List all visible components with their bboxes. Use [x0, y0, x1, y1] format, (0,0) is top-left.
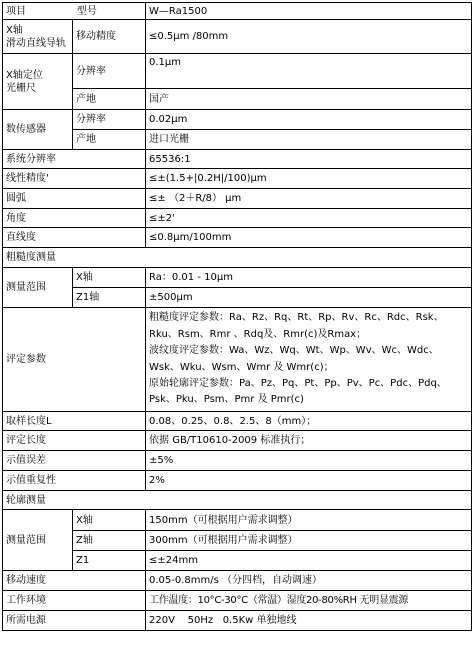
- indication-err-label: 示值误差: [3, 451, 146, 471]
- contour-range-row-1: [3, 510, 472, 531]
- params-value: [146, 308, 472, 412]
- rough-range-label: 测量范围: [3, 268, 73, 308]
- x-guide-row: [3, 20, 472, 54]
- sensor-sub-1: 分辨率: [73, 110, 146, 130]
- x-scale-label: X轴定位 光栅尺: [3, 54, 73, 110]
- model-label: 型号: [76, 5, 97, 17]
- arc-row: [3, 189, 472, 209]
- speed-value: 0.05-0.8mm/s （分四档，自动调速）: [146, 571, 472, 591]
- contour-range-sub-2: Z轴: [73, 531, 146, 551]
- sample-len-label: 取样长度L: [3, 412, 146, 431]
- params-row: [3, 308, 472, 412]
- x-guide-sub: 移动精度: [73, 20, 146, 54]
- environment-row: [3, 591, 472, 611]
- angle-value: ≤±2': [146, 209, 472, 228]
- sample-len-value: 0.08、0.25、0.8、2.5、8（mm）；: [146, 412, 472, 431]
- sample-len-row: [3, 412, 472, 431]
- sensor-value-2: 进口光栅: [146, 130, 472, 150]
- model-value: W—Ra1500: [146, 3, 472, 20]
- x-scale-row-2: [3, 89, 472, 110]
- indication-err-row: [3, 451, 472, 471]
- contour-section-row: [3, 491, 472, 510]
- repeatability-value: 2%: [146, 471, 472, 491]
- eval-len-label: 评定长度: [3, 431, 146, 451]
- x-scale-sub-1: 分辨率: [73, 54, 146, 89]
- x-scale-row-1: [3, 54, 472, 89]
- spec-table: [2, 2, 472, 631]
- straightness-row: [3, 228, 472, 248]
- x-scale-sub-2: 产地: [73, 89, 146, 110]
- repeatability-label: 示值重复性: [3, 471, 146, 491]
- angle-label: 角度: [3, 209, 146, 228]
- contour-range-value-1: 150mm（可根据用户需求调整）: [146, 510, 472, 531]
- x-scale-value-2: 国产: [146, 89, 472, 110]
- sensor-row-2: [3, 130, 472, 150]
- header-label-cell: [3, 3, 146, 20]
- roughness-section-title: 粗糙度测量: [3, 248, 472, 268]
- sys-res-value: 65536:1: [146, 150, 472, 169]
- roughness-section-row: [3, 248, 472, 268]
- sensor-sub-2: 产地: [73, 130, 146, 150]
- environment-label: 工作环境: [3, 591, 146, 611]
- params-line: Rku、Rsm、Rmr 、Rdq及、Rmr(c)及Rmax；: [149, 328, 367, 340]
- repeatability-row: [3, 471, 472, 491]
- item-label: 项目: [6, 5, 26, 17]
- environment-value: 工作温度：10°C-30°C（常温）湿度20-80%RH 无明显震源: [146, 591, 472, 611]
- rough-range-value-2: ±500μm: [146, 288, 472, 308]
- params-label: 评定参数: [3, 308, 146, 412]
- params-line: Psk、Pku、Psm、Pmr 及 Pmr(c): [149, 394, 304, 406]
- rough-range-row-2: [3, 288, 472, 308]
- power-value: 220V 50Hz 0.5Kw 单独地线: [146, 611, 472, 631]
- sensor-value-1: 0.02μm: [146, 110, 472, 130]
- contour-range-value-3: ≤±24mm: [146, 551, 472, 571]
- params-line: 原始轮廓评定参数：Pa、Pz、Pq、Pt、Pp、Pv、Pc、Pdc、Pdq、: [149, 377, 447, 389]
- straightness-label: 直线度: [3, 228, 146, 248]
- arc-label: 圆弧: [3, 189, 146, 209]
- contour-range-sub-1: X轴: [73, 510, 146, 531]
- header-row: [3, 3, 472, 20]
- contour-range-row-2: [3, 531, 472, 551]
- x-guide-value: ≤0.5μm /80mm: [146, 20, 472, 54]
- speed-row: [3, 571, 472, 591]
- linearity-label: 线性精度': [3, 169, 146, 189]
- sys-res-row: [3, 150, 472, 169]
- sensor-row-1: [3, 110, 472, 130]
- sys-res-label: 系统分辨率: [3, 150, 146, 169]
- speed-label: 移动速度: [3, 571, 146, 591]
- rough-range-row-1: [3, 268, 472, 288]
- linearity-row: [3, 169, 472, 189]
- rough-range-value-1: Ra：0.01 - 10μm: [146, 268, 472, 288]
- contour-range-sub-3: Z1: [73, 551, 146, 571]
- params-line: 粗糙度评定参数：Ra、Rz、Rq、Rt、Rp、Rv、Rc、Rdc、Rsk、: [149, 312, 444, 324]
- rough-range-sub-1: X轴: [73, 268, 146, 288]
- indication-err-value: ±5%: [146, 451, 472, 471]
- power-label: 所需电源: [3, 611, 146, 631]
- arc-value: ≤± （2＋R/8） μm: [146, 189, 472, 209]
- angle-row: [3, 209, 472, 228]
- x-guide-label: X轴 滑动直线导轨: [3, 20, 73, 54]
- rough-range-sub-2: Z1轴: [73, 288, 146, 308]
- x-scale-value-1: 0.1μm: [146, 54, 472, 89]
- contour-range-row-3: [3, 551, 472, 571]
- sensor-label: 数传感器: [3, 110, 73, 150]
- params-line: 波纹度评定参数：Wa、Wz、Wq、Wt、Wp、Wv、Wc、Wdc、: [149, 345, 439, 357]
- straightness-value: ≤0.8μm/100mm: [146, 228, 472, 248]
- linearity-value: ≤±(1.5+|0.2H|/100)μm: [146, 169, 472, 189]
- eval-len-row: [3, 431, 472, 451]
- eval-len-value: 依据 GB/T10610-2009 标准执行；: [146, 431, 472, 451]
- contour-section-title: 轮廓测量: [3, 491, 472, 510]
- params-line: Wsk、Wku、Wsm、Wmr 及 Wmr(c)；: [149, 361, 334, 373]
- contour-range-label: 测量范围: [3, 510, 73, 571]
- power-row: [3, 611, 472, 631]
- contour-range-value-2: 300mm（可根据用户需求调整）: [146, 531, 472, 551]
